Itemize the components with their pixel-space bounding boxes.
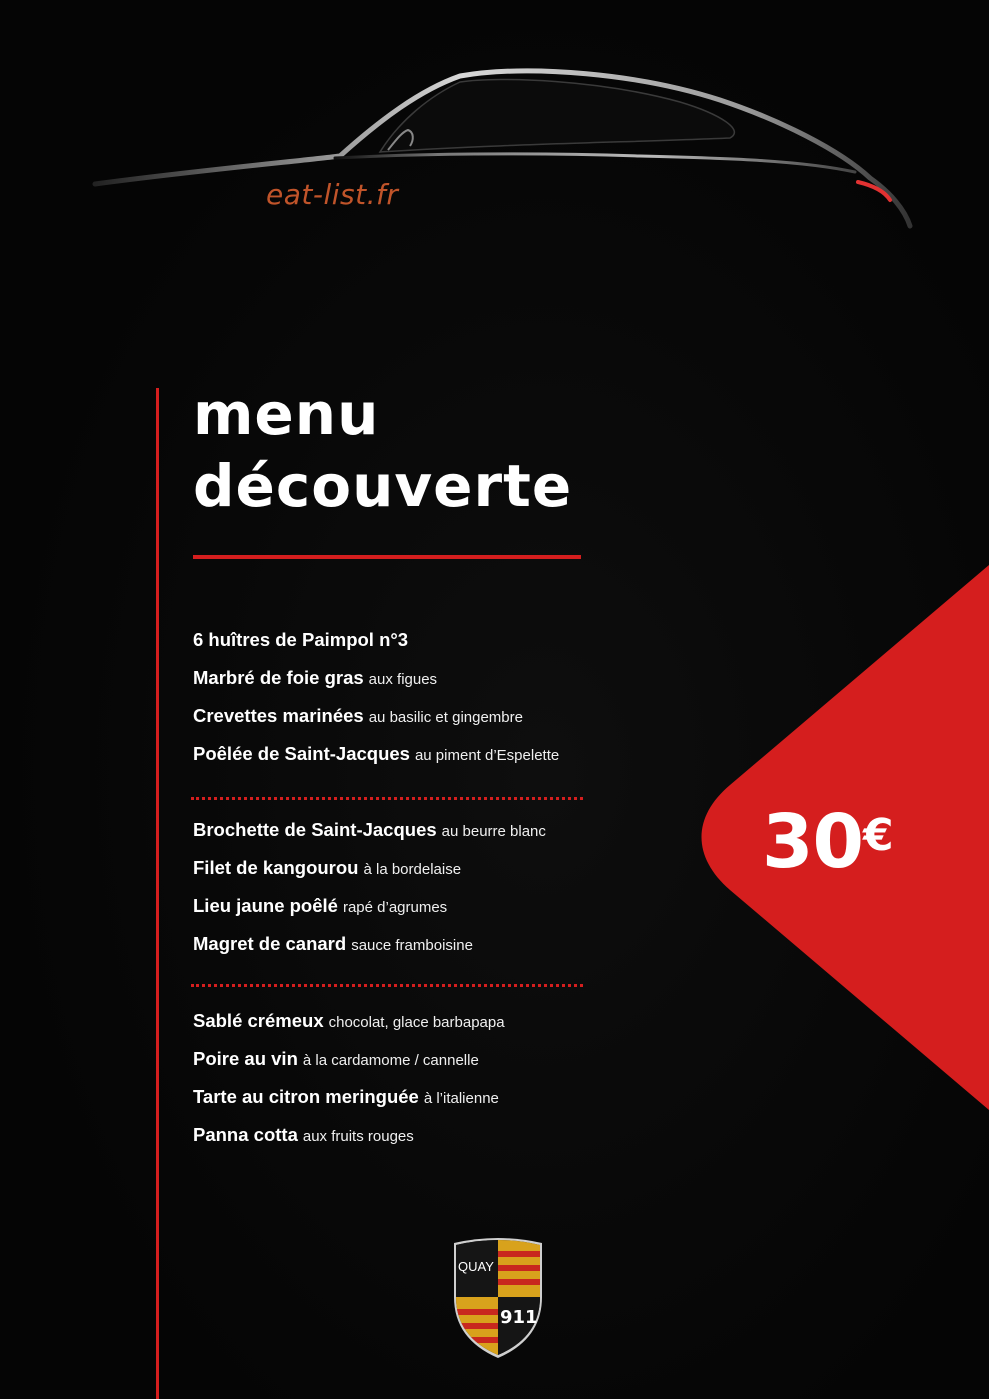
dish-name: Panna cotta: [193, 1124, 298, 1145]
dish-description: à la cardamome / cannelle: [302, 1052, 479, 1069]
dish-description: rapé d’agrumes: [342, 899, 448, 916]
price-amount: 30: [762, 799, 863, 885]
dish-name: Sablé crémeux: [193, 1010, 324, 1031]
dish-description: au basilic et gingembre: [368, 709, 523, 726]
list-item: [193, 1002, 613, 1040]
section-divider: [191, 797, 583, 800]
dish-description: chocolat, glace barbapapa: [328, 1014, 505, 1031]
menu-section-mains: [193, 811, 613, 963]
dish-name: Filet de kangourou: [193, 857, 359, 878]
list-item: [193, 1040, 613, 1078]
logo-text-top: QUAY: [458, 1259, 494, 1274]
dish-name: Lieu jaune poêlé: [193, 895, 338, 916]
dish-description: au beurre blanc: [441, 823, 546, 840]
dish-description: aux fruits rouges: [302, 1128, 414, 1145]
list-item: [193, 735, 613, 773]
list-item: [193, 887, 613, 925]
dish-name: Tarte au citron meringuée: [193, 1086, 419, 1107]
dish-name: Marbré de foie gras: [193, 667, 364, 688]
list-item: [193, 659, 613, 697]
list-item: [193, 1116, 613, 1154]
list-item: [193, 1078, 613, 1116]
list-item: [193, 621, 613, 659]
menu-section-starters: [193, 621, 613, 773]
dish-description: à la bordelaise: [363, 861, 462, 878]
logo-text-bottom: 911: [500, 1307, 538, 1328]
dish-name: 6 huîtres de Paimpol n°3: [193, 629, 409, 650]
vertical-accent-line: [156, 388, 159, 1399]
dish-description: aux figues: [368, 671, 438, 688]
price-currency: €: [862, 810, 893, 861]
dish-name: Brochette de Saint-Jacques: [193, 819, 437, 840]
section-divider: [191, 984, 583, 987]
price-label: [762, 792, 893, 892]
dish-description: sauce framboisine: [351, 937, 473, 954]
dish-description: au piment d’Espelette: [414, 747, 560, 764]
quay-911-logo: [450, 1237, 546, 1359]
dish-name: Poêlée de Saint-Jacques: [193, 743, 410, 764]
list-item: [193, 849, 613, 887]
dish-name: Magret de canard: [193, 933, 347, 954]
dish-name: Poire au vin: [193, 1048, 298, 1069]
title-underline: [193, 555, 581, 559]
menu-section-desserts: [193, 1002, 613, 1154]
title-line-1: menu: [193, 380, 380, 448]
list-item: [193, 925, 613, 963]
title-line-2: découverte: [193, 452, 573, 520]
dish-name: Crevettes marinées: [193, 705, 364, 726]
list-item: [193, 697, 613, 735]
watermark-text: eat-list.fr: [266, 178, 399, 211]
dish-description: à l’italienne: [423, 1090, 499, 1107]
car-silhouette-image: [80, 60, 920, 240]
list-item: [193, 811, 613, 849]
page-title: [193, 378, 572, 522]
